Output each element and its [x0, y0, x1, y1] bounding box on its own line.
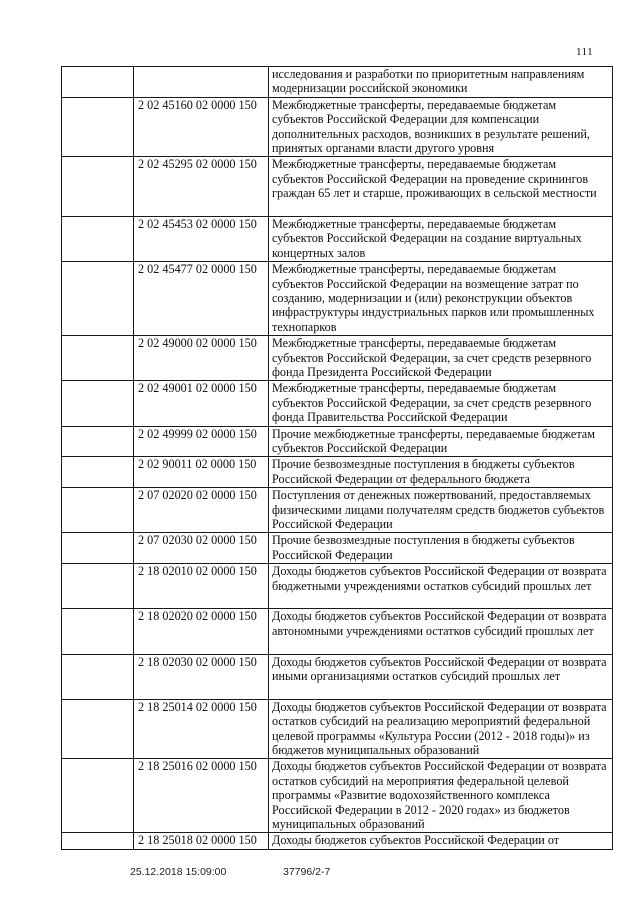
footer-datetime: 25.12.2018 15:09:00 [130, 866, 227, 878]
row-blank-cell [62, 833, 134, 849]
revenue-description-cell: Межбюджетные трансферты, передаваемые бюджетам субъектов Российской Федерации на создание виртуальных концертных залов [269, 216, 613, 261]
row-blank-cell [62, 609, 134, 654]
table-row [62, 336, 613, 381]
table-row [62, 97, 613, 157]
revenue-code-cell: 2 18 25018 02 0000 150 [134, 833, 269, 849]
row-blank-cell [62, 699, 134, 759]
table-body [62, 67, 613, 850]
row-blank-cell [62, 759, 134, 833]
revenue-code-cell [134, 67, 269, 98]
row-blank-cell [62, 381, 134, 426]
revenue-description-cell: Межбюджетные трансферты, передаваемые бюджетам субъектов Российской Федерации на возмещение затрат по созданию, модернизации и (или) реконструкции объектов инфраструктуры индустриальных парков или промышленных технопарков [269, 262, 613, 336]
row-blank-cell [62, 533, 134, 564]
revenue-code-cell: 2 07 02020 02 0000 150 [134, 488, 269, 533]
revenue-code-cell: 2 02 45160 02 0000 150 [134, 97, 269, 157]
revenue-description-cell: Доходы бюджетов субъектов Российской Федерации от возврата автономными учреждениями остатков субсидий прошлых лет [269, 609, 613, 654]
table-row [62, 564, 613, 609]
revenue-description-cell: Прочие безвозмездные поступления в бюджеты субъектов Российской Федерации от федерального бюджета [269, 457, 613, 488]
revenue-description-cell: Межбюджетные трансферты, передаваемые бюджетам субъектов Российской Федерации, за счет средств резервного фонда Президента Российской Федерации [269, 336, 613, 381]
table-row [62, 426, 613, 457]
row-blank-cell [62, 262, 134, 336]
revenue-description-cell: Межбюджетные трансферты, передаваемые бюджетам субъектов Российской Федерации на проведение скринингов граждан 65 лет и старше, проживающих в сельской местности [269, 157, 613, 217]
revenue-code-cell: 2 18 02010 02 0000 150 [134, 564, 269, 609]
revenue-code-cell: 2 07 02030 02 0000 150 [134, 533, 269, 564]
table-row [62, 833, 613, 849]
revenue-code-cell: 2 18 25016 02 0000 150 [134, 759, 269, 833]
table-row [62, 488, 613, 533]
table-row [62, 262, 613, 336]
revenue-codes-table [61, 66, 613, 850]
table-row [62, 157, 613, 217]
revenue-description-cell: Доходы бюджетов субъектов Российской Федерации от возврата остатков субсидий на мероприятия федеральной целевой программы «Развитие водохозяйственного комплекса Российской Федерации в 2012 - 2020 годах» из бюджетов муниципальных образований [269, 759, 613, 833]
row-blank-cell [62, 216, 134, 261]
revenue-code-cell: 2 18 02030 02 0000 150 [134, 654, 269, 699]
row-blank-cell [62, 488, 134, 533]
revenue-description-cell: Межбюджетные трансферты, передаваемые бюджетам субъектов Российской Федерации для компенсации дополнительных расходов, возникших в результате решений, принятых органами власти другого уровня [269, 97, 613, 157]
revenue-code-cell: 2 18 25014 02 0000 150 [134, 699, 269, 759]
revenue-description-cell: Доходы бюджетов субъектов Российской Федерации от возврата иными организациями остатков субсидий прошлых лет [269, 654, 613, 699]
row-blank-cell [62, 457, 134, 488]
row-blank-cell [62, 426, 134, 457]
revenue-description-cell: Доходы бюджетов субъектов Российской Федерации от возврата остатков субсидий на реализацию мероприятий федеральной целевой программы «Культура России (2012 - 2018 годы)» из бюджетов муниципальных образований [269, 699, 613, 759]
revenue-code-cell: 2 18 02020 02 0000 150 [134, 609, 269, 654]
row-blank-cell [62, 97, 134, 157]
row-blank-cell [62, 67, 134, 98]
revenue-description-cell: Доходы бюджетов субъектов Российской Федерации от возврата бюджетными учреждениями остатков субсидий прошлых лет [269, 564, 613, 609]
row-blank-cell [62, 654, 134, 699]
table-row [62, 533, 613, 564]
footer-document-id: 37796/2-7 [283, 866, 331, 878]
row-blank-cell [62, 157, 134, 217]
table-row [62, 609, 613, 654]
page-number: 111 [576, 46, 594, 58]
table-row [62, 699, 613, 759]
table-row [62, 759, 613, 833]
revenue-description-cell: исследования и разработки по приоритетным направлениям модернизации российской экономики [269, 67, 613, 98]
revenue-code-cell: 2 02 49000 02 0000 150 [134, 336, 269, 381]
table-row [62, 381, 613, 426]
revenue-description-cell: Прочие межбюджетные трансферты, передаваемые бюджетам субъектов Российской Федерации [269, 426, 613, 457]
revenue-code-cell: 2 02 45477 02 0000 150 [134, 262, 269, 336]
revenue-code-cell: 2 02 45295 02 0000 150 [134, 157, 269, 217]
revenue-code-cell: 2 02 45453 02 0000 150 [134, 216, 269, 261]
revenue-code-cell: 2 02 49001 02 0000 150 [134, 381, 269, 426]
revenue-code-cell: 2 02 49999 02 0000 150 [134, 426, 269, 457]
row-blank-cell [62, 336, 134, 381]
table-row [62, 67, 613, 98]
table-row [62, 654, 613, 699]
revenue-description-cell: Прочие безвозмездные поступления в бюджеты субъектов Российской Федерации [269, 533, 613, 564]
row-blank-cell [62, 564, 134, 609]
table-row [62, 457, 613, 488]
revenue-description-cell: Поступления от денежных пожертвований, предоставляемых физическими лицами получателям средств бюджетов субъектов Российской Федерации [269, 488, 613, 533]
table-row [62, 216, 613, 261]
revenue-description-cell: Межбюджетные трансферты, передаваемые бюджетам субъектов Российской Федерации, за счет средств резервного фонда Правительства Российской Федерации [269, 381, 613, 426]
revenue-description-cell: Доходы бюджетов субъектов Российской Федерации от [269, 833, 613, 849]
revenue-code-cell: 2 02 90011 02 0000 150 [134, 457, 269, 488]
